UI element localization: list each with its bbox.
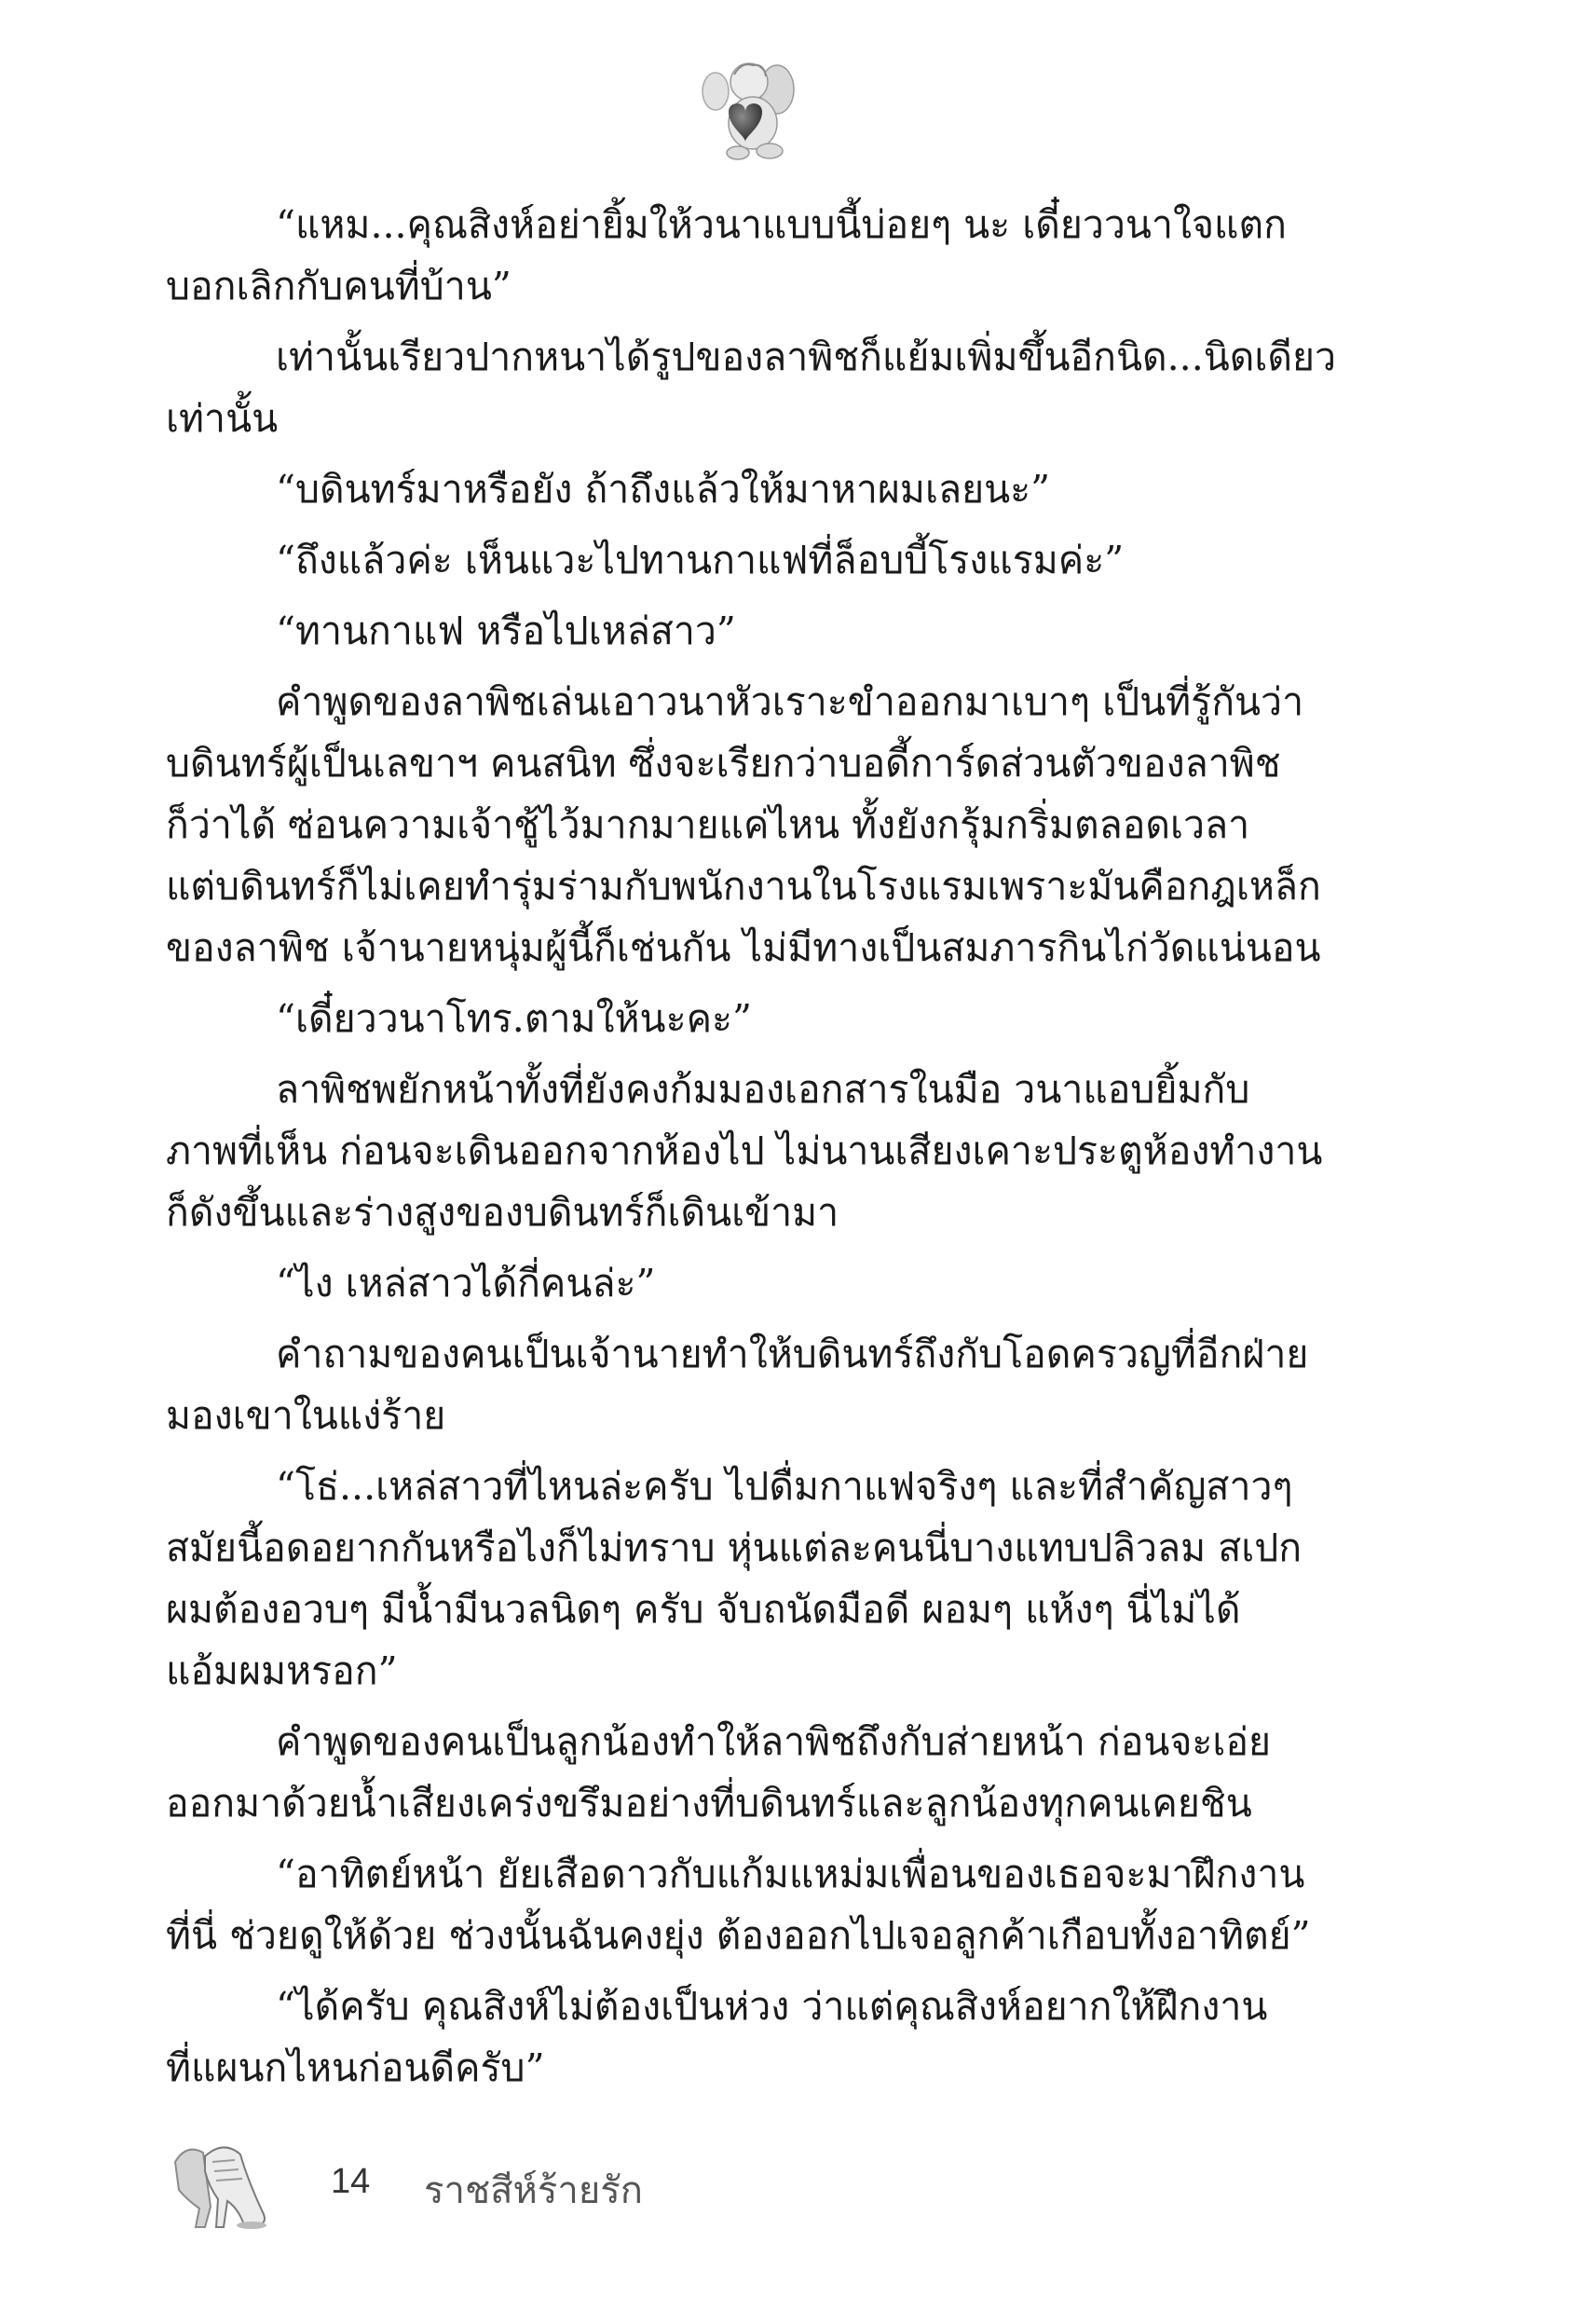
text-line: บดินทร์ผู้เป็นเลขาฯ คนสนิท ซึ่งจะเรียกว่าบอดี้การ์ดส่วนตัวของลาพิช xyxy=(166,741,1281,786)
paragraph xyxy=(166,671,1332,978)
text-line: ภาพที่เห็น ก่อนจะเดินออกจากห้องไป ไม่นานเสียงเคาะประตูห้องทำงาน xyxy=(166,1128,1323,1173)
text-line: ของลาพิช เจ้านายหนุ่มผู้นี้ก็เช่นกัน ไม่มีทางเป็นสมภารกินไก่วัดแน่นอน xyxy=(166,925,1321,970)
text-line: “แหม...คุณสิงห์อย่ายิ้มให้วนาแบบนี้บ่อยๆ นะ เดี๋ยววนาใจแตก xyxy=(276,202,1287,247)
text-line: แต่บดินทร์ก็ไม่เคยทำรุ่มร่ามกับพนักงานในโรงแรมเพราะมันคือกฎเหล็ก xyxy=(166,864,1321,909)
text-line: ผมต้องอวบๆ มีน้ำมีนวลนิดๆ ครับ จับถนัดมือดี ผอมๆ แห้งๆ นี่ไม่ได้ xyxy=(166,1587,1241,1632)
text-line: คำพูดของคนเป็นลูกน้องทำให้ลาพิชถึงกับส่ายหน้า ก่อนจะเอ่ย xyxy=(276,1719,1272,1764)
paragraph xyxy=(166,988,1332,1049)
paragraph xyxy=(166,1252,1332,1314)
text-line: ที่นี่ ช่วยดูให้ด้วย ช่วงนั้นฉันคงยุ่ง ต้องออกไปเจอลูกค้าเกือบทั้งอาทิตย์” xyxy=(166,1913,1311,1958)
text-line: “ไง เหล่สาวได้กี่คนล่ะ” xyxy=(276,1261,656,1306)
page-footer xyxy=(158,2134,811,2236)
paragraph xyxy=(166,600,1332,662)
text-line: เท่านั้น xyxy=(166,396,279,441)
text-line: ออกมาด้วยน้ำเสียงเคร่งขรึมอย่างที่บดินทร์และลูกน้องทุกคนเคยชิน xyxy=(166,1781,1252,1826)
paragraph xyxy=(166,1456,1332,1702)
paragraph xyxy=(166,326,1337,449)
paragraph xyxy=(166,194,1332,317)
text-line: “ได้ครับ คุณสิงห์ไม่ต้องเป็นห่วง ว่าแต่คุณสิงห์อยากให้ฝึกงาน xyxy=(276,1984,1268,2029)
paragraph xyxy=(166,529,1332,591)
text-line: ที่แผนกไหนก่อนดีครับ” xyxy=(166,2045,545,2090)
text-line: สมัยนี้อดอยากกันหรือไงก็ไม่ทราบ หุ่นแต่ละคนนี่บางแทบปลิวลม สเปก xyxy=(166,1525,1303,1570)
text-line: บอกเลิกกับคนที่บ้าน” xyxy=(166,264,512,308)
text-line: “ถึงแล้วค่ะ เห็นแวะไปทานกาแฟที่ล็อบบี้โรงแรมค่ะ” xyxy=(276,538,1125,582)
text-line: ก็ดังขึ้นและร่างสูงของบดินทร์ก็เดินเข้ามา xyxy=(166,1190,839,1235)
text-line: แอ้มผมหรอก” xyxy=(166,1648,398,1693)
text-line: ลาพิชพยักหน้าทั้งที่ยังคงก้มมองเอกสารในมือ วนาแอบยิ้มกับ xyxy=(276,1067,1250,1112)
paragraph xyxy=(166,1059,1332,1243)
paragraph xyxy=(166,1711,1332,1834)
paragraph xyxy=(166,1976,1332,2099)
text-line: คำถามของคนเป็นเจ้านายทำให้บดินทร์ถึงกับโอดครวญที่อีกฝ่าย xyxy=(276,1332,1309,1376)
text-line: “บดินทร์มาหรือยัง ถ้าถึงแล้วให้มาหาผมเลยนะ” xyxy=(276,467,1051,512)
text-line: “ทานกาแฟ หรือไปเหล่สาว” xyxy=(276,609,736,653)
page-number: 14 xyxy=(331,2162,371,2201)
high-heel-shoe-icon xyxy=(158,2134,280,2236)
text-line: “เดี๋ยววนาโทร.ตามให้นะคะ” xyxy=(276,996,752,1041)
text-line: มองเขาในแง่ร้าย xyxy=(166,1393,446,1438)
text-line: ก็ว่าได้ ซ่อนความเจ้าชู้ไว้มากมายแค่ไหน ทั้งยังกรุ้มกริ่มตลอดเวลา xyxy=(166,802,1250,847)
text-line: เท่านั้นเรียวปากหนาได้รูปของลาพิชก็แย้มเพิ่มขึ้นอีกนิด...นิดเดียว xyxy=(276,335,1337,379)
paragraph xyxy=(166,1323,1332,1446)
text-line: คำพูดของลาพิชเล่นเอาวนาหัวเราะขำออกมาเบาๆ เป็นที่รู้กันว่า xyxy=(276,679,1304,724)
text-line: “อาทิตย์หน้า ยัยเสือดาวกับแก้มแหม่มเพื่อนของเธอจะมาฝึกงาน xyxy=(276,1852,1305,1896)
book-title: ราชสีห์ร้ายรัก xyxy=(424,2170,643,2211)
text-line: “โธ่...เหล่สาวที่ไหนล่ะครับ ไปดื่มกาแฟจริงๆ และที่สำคัญสาวๆ xyxy=(276,1464,1293,1509)
paragraph xyxy=(166,1843,1332,1966)
cupid-heart-icon xyxy=(695,54,799,164)
paragraph xyxy=(166,458,1332,520)
page-body xyxy=(166,194,1337,2108)
